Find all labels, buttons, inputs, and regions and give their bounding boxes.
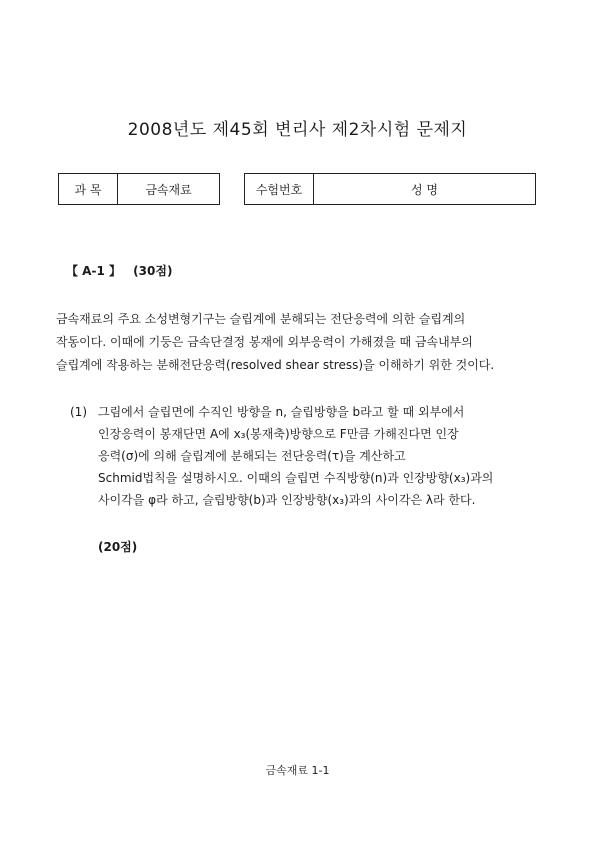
section-heading <box>66 262 172 279</box>
intro-line-2: 작동이다. 이때에 기둥은 금속단결정 봉재에 외부응력이 가해졌을 때 금속내부의 <box>56 335 473 349</box>
page-title: 2008년도 제45회 변리사 제2차시험 문제지 <box>127 120 468 140</box>
question-number: (1) <box>70 405 87 419</box>
subject-box <box>58 173 220 205</box>
question-points: (20점) <box>98 540 138 554</box>
subject-label: 과 목 <box>59 174 118 204</box>
question-line-1: 그림에서 슬립면에 수직인 방향을 n, 슬립방향을 b라고 할 때 외부에서 <box>98 405 465 419</box>
question-line-5: 사이각을 φ라 하고, 슬립방향(b)과 인장방향(x₃)과의 사이각은 λ라 한다. <box>98 493 476 507</box>
intro-line-1: 금속재료의 주요 소성변형기구는 슬립계에 분해되는 전단응력에 의한 슬립계의 <box>56 312 466 326</box>
intro-line-3: 슬립계에 작용하는 분해전단응력(resolved shear stress)을 이해하기 위한 것이다. <box>56 358 495 372</box>
question-line-3: 응력(σ)에 의해 슬립계에 분해되는 전단응력(τ)을 계산하고 <box>98 449 406 463</box>
subject-value: 금속재료 <box>145 182 192 197</box>
name-label: 성 명 <box>411 182 438 197</box>
page-footer: 금속재료 1-1 <box>265 764 330 777</box>
exam-info-box <box>244 173 536 205</box>
question-line-4: Schmid법칙을 설명하시오. 이때의 슬립면 수직방향(n)과 인장방향(x₃)과의 <box>98 471 494 485</box>
section-label: 【 A-1 】 <box>66 264 121 278</box>
question-line-2: 인장응력이 봉재단면 A에 x₃(봉재축)방향으로 F만큼 가해진다면 인장 <box>98 427 459 441</box>
section-points: (30점) <box>133 264 173 278</box>
exam-number-label: 수험번호 <box>245 174 314 204</box>
question-body <box>98 401 540 511</box>
